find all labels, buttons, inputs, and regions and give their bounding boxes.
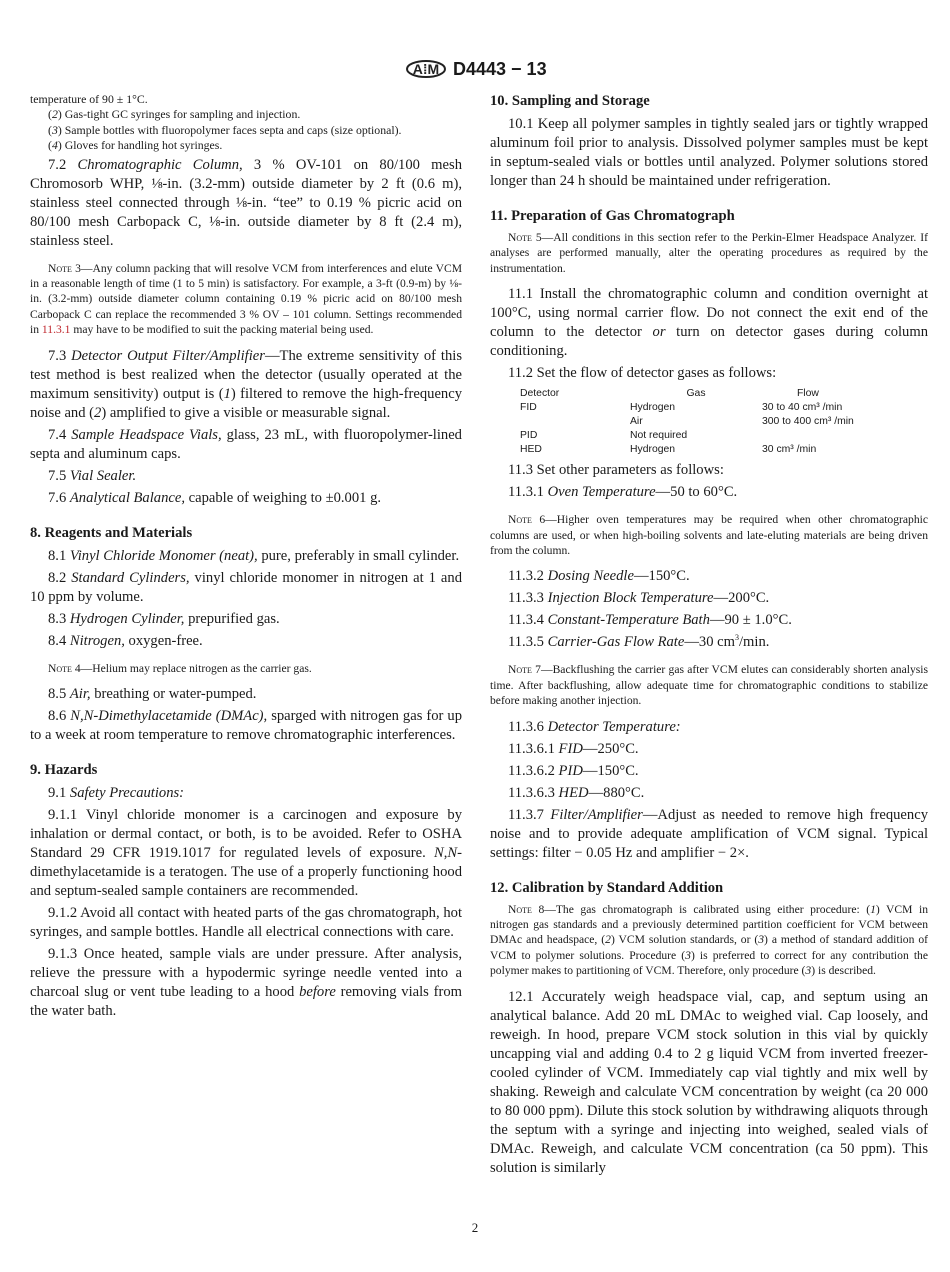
page-header xyxy=(405,55,547,83)
table-cell: 30 cm³ /min xyxy=(762,444,817,456)
text-run: 4—Helium may replace nitrogen as the carrier gas. xyxy=(71,661,312,675)
paragraph xyxy=(30,707,462,745)
text-run: 11.3.6.1 xyxy=(508,740,559,757)
italic-term: PID xyxy=(558,762,583,779)
paragraph xyxy=(30,806,462,901)
italic-term: Chromatographic Column, xyxy=(77,156,243,173)
paragraph xyxy=(30,156,462,251)
text-run: —880°C. xyxy=(588,784,645,801)
table-cell xyxy=(762,429,854,443)
paragraph xyxy=(490,784,928,803)
text-run: 8.6 xyxy=(48,708,71,725)
paragraph xyxy=(30,569,462,607)
text-run: 11.3.6.3 xyxy=(508,784,559,801)
table-row xyxy=(520,401,854,415)
text-run: -dimethylacetamide is a teratogen. The use of a properly functioning hood and septum-sealed sample containers are recommended. xyxy=(30,845,462,900)
text-run: —150°C. xyxy=(582,762,639,779)
italic-term: Detector Output Filter/Amplifier xyxy=(71,347,265,364)
text-run: 10.1 Keep all polymer samples in tightly sealed jars or tightly wrapped aluminum foil prior to analysis. Dissolved polymer samples must be kept in septum-sealed vials or bottles until analyzed. Polymer solutions stored longer than 24 h should be maintained under refrigeration. xyxy=(490,116,928,189)
text-run: ) VCM solution standards, or ( xyxy=(610,933,759,947)
text-run: 11.3.6.2 xyxy=(508,762,559,779)
text-run: ) a method of standard addition of VCM to polymer solutions. Procedure ( xyxy=(490,933,928,962)
text-run: 7.6 xyxy=(48,489,70,506)
table-row xyxy=(520,443,854,457)
note-label: Note xyxy=(48,261,72,275)
italic-term: Carrier-Gas Flow Rate xyxy=(547,634,685,651)
note-label: Note xyxy=(508,231,532,244)
italic-term: 3 xyxy=(805,964,812,978)
text-run: ( xyxy=(48,107,52,122)
text-run: 9. Hazards xyxy=(30,762,98,779)
text-run: 3 % OV-101 on 80/100 mesh Chromosorb WHP, ⅛-in. (3.2-mm) outside diameter by 2 ft (0.6 m), stainless steel connected through ⅛-in. “tee” to 0.19 % picric acid on 80/100 mesh Carbopack C, ⅛-in. outside diameter by 8 ft (2.4 m), stainless steel. xyxy=(30,156,462,249)
detector-gas-table xyxy=(520,387,854,457)
text-run: ) Sample bottles with fluoropolymer faces septa and caps (size optional). xyxy=(57,122,402,137)
text-run: glass, 23 mL, with fluoropolymer-lined septa and aluminum caps. xyxy=(30,426,462,462)
section-heading xyxy=(490,92,928,111)
astm-logo-icon xyxy=(405,55,447,83)
italic-term: Air, xyxy=(69,686,91,703)
text-run: 5—All conditions in this section refer to the Perkin-Elmer Headspace Analyzer. If analyses are performed manually, alter the operating procedures as required by the instrumentation. xyxy=(490,231,928,275)
italic-term: Vial Sealer. xyxy=(69,467,137,484)
italic-term: Standard Cylinders, xyxy=(71,569,190,586)
italic-term: 2 xyxy=(94,404,102,421)
italic-term: 2 xyxy=(51,107,58,122)
paragraph xyxy=(490,718,928,737)
paragraph xyxy=(490,806,928,863)
italic-term: Filter/Amplifier xyxy=(550,806,643,823)
text-run: ) Gloves for handling hot syringes. xyxy=(57,138,223,153)
italic-term: 3 xyxy=(51,122,58,137)
text-run: —150°C. xyxy=(633,568,690,585)
text-run: ) amplified to give a visible or measurable signal. xyxy=(101,404,391,421)
italic-term: 2 xyxy=(605,933,611,947)
italic-term: Vinyl Chloride Monomer (neat), xyxy=(69,547,258,564)
table-cell: 30 to 40 cm³ /min xyxy=(762,402,843,414)
italic-term: 3 xyxy=(758,933,765,947)
paragraph xyxy=(30,632,462,651)
paragraph xyxy=(490,611,928,630)
paragraph xyxy=(30,685,462,704)
text-run: —30 cm xyxy=(684,634,735,651)
section-heading xyxy=(490,207,928,226)
text-run: 11.3.4 xyxy=(508,612,548,629)
note-paragraph xyxy=(490,230,928,276)
superscript: 3 xyxy=(735,633,739,643)
text-run: , xyxy=(443,845,448,862)
paragraph xyxy=(490,483,928,502)
italic-term: Nitrogen, xyxy=(69,632,125,649)
table-header: Gas xyxy=(686,388,706,400)
text-run: —250°C. xyxy=(582,740,639,757)
text-run: 8.4 xyxy=(48,632,70,649)
text-run: turn on detector gases during column conditioning. xyxy=(490,324,928,360)
italic-term: Analytical Balance, xyxy=(69,489,185,506)
note-paragraph xyxy=(30,661,462,676)
paragraph xyxy=(30,123,462,138)
text-run: 7.2 xyxy=(48,156,78,173)
text-run: 11.3 Set other parameters as follows: xyxy=(508,462,724,479)
text-run: /min. xyxy=(739,634,770,651)
text-run: may have to be modified to suit the packing material being used. xyxy=(70,323,374,337)
text-run: 8—The gas chromatograph is calibrated using either procedure: ( xyxy=(531,902,871,916)
text-run: 8.3 xyxy=(48,610,70,627)
right-column xyxy=(490,92,928,1181)
document-id: D4443 − 13 xyxy=(453,58,547,79)
text-run: 9.1 xyxy=(48,785,70,802)
note-paragraph xyxy=(490,902,928,979)
italic-term: N xyxy=(447,845,458,862)
italic-term: FID xyxy=(558,740,583,757)
text-run: 12.1 Accurately weigh headspace vial, cap, and septum using an analytical balance. Add 20 mL DMAc to weighed vial. Cap loosely, and reweigh. In hood, prepare VCM stock solution in this vial by quickly uncapping vial and adding 0.4 to 2 g liquid VCM from inverted freezer-cooled cylinder of VCM. Immediately cap vial tightly and mix well by shaking. Reweigh and calculate VCM concentration by weight (ca 20 000 to 80 000 ppm). Dilute this stock solution by withdrawing aliquots through the septum with a syringe and injecting into weighed, sealed vials of DMAc. Reweigh, and calculate VCM concentration (ca 50 ppm). This solution is similarly xyxy=(490,988,928,1176)
text-run: sparged with nitrogen gas for up to a week at room temperature to remove chromatographic interferences. xyxy=(30,708,463,744)
text-run: 10. Sampling and Storage xyxy=(490,93,650,109)
italic-term: Detector Temperature: xyxy=(547,718,681,735)
svg-text:A⁞M: A⁞M xyxy=(412,61,440,77)
text-run: capable of weighing to ±0.001 g. xyxy=(184,489,382,506)
paragraph xyxy=(30,426,462,464)
table-cell: HED xyxy=(520,444,542,456)
italic-term: N xyxy=(434,845,444,862)
paragraph xyxy=(30,347,462,423)
paragraph xyxy=(490,988,928,1178)
text-run: 8. Reagents and Materials xyxy=(30,524,193,541)
section-heading xyxy=(30,524,462,543)
paragraph xyxy=(490,740,928,759)
paragraph xyxy=(30,92,462,107)
table-cell: 300 to 400 cm³ /min xyxy=(762,416,854,428)
text-run: 11.3.6 xyxy=(508,718,548,735)
text-run: 3—Any column packing that will resolve VCM from interferences and elute VCM in a reasonable length of time (1 to 5 min) is satisfactory. For example, a 3-ft (0.9-m) by ⅛-in. (3.2-mm) outside diameter column containing 0.19 % picric acid on 80/100 mesh Carbopack C can replace the recommended 3 % OV – 101 column. Settings recommended in xyxy=(30,261,462,337)
paragraph xyxy=(490,364,928,383)
paragraph xyxy=(490,461,928,480)
paragraph xyxy=(30,489,462,508)
italic-term: Dosing Needle xyxy=(547,568,634,585)
text-run: 11. Preparation of Gas Chromatograph xyxy=(490,208,735,224)
table-cell: FID xyxy=(520,402,537,414)
paragraph xyxy=(30,904,462,942)
text-run: 8.2 xyxy=(48,569,72,586)
paragraph xyxy=(30,467,462,486)
left-column xyxy=(30,92,462,1024)
paragraph xyxy=(30,547,462,566)
table-cell: Hydrogen xyxy=(630,444,676,456)
section-heading xyxy=(490,879,928,898)
text-run: pure, preferably in small cylinder. xyxy=(257,547,460,564)
text-run: prepurified gas. xyxy=(184,610,280,627)
italic-term: Injection Block Temperature xyxy=(547,590,714,607)
paragraph xyxy=(30,107,462,122)
note-label: Note xyxy=(48,661,72,675)
text-run: 9.1.2 Avoid all contact with heated parts of the gas chromatograph, hot syringes, and sample bottles. Handle all electrical connections with care. xyxy=(30,905,462,941)
text-run: temperature of 90 ± 1°C. xyxy=(30,92,148,106)
text-run: ) is described. xyxy=(811,964,876,978)
text-run: 7—Backflushing the carrier gas after VCM elutes can considerably shorten analysis time. After backflushing, allow adequate time for chromatographic conditions to stabilize before making another injection. xyxy=(490,663,928,708)
text-run: ) VCM in nitrogen gas standards and a previously determined partition coefficient for VCM between DMAc and headspace, ( xyxy=(490,902,929,947)
text-run: —The extreme sensitivity of this test method is best realized when the detector (usually operated at the maximum sensitivity) output is ( xyxy=(30,347,463,402)
note-label: Note xyxy=(508,902,532,916)
text-run: 8.5 xyxy=(48,686,70,703)
text-run: —200°C. xyxy=(713,590,770,607)
text-run: ) Gas-tight GC syringes for sampling and injection. xyxy=(57,107,301,122)
paragraph xyxy=(490,633,928,652)
italic-term: or xyxy=(652,324,666,341)
note-paragraph xyxy=(490,662,928,708)
text-run: 11.2 Set the flow of detector gases as follows: xyxy=(508,365,777,382)
paragraph xyxy=(490,762,928,781)
italic-term: N,N-Dimethylacetamide (DMAc), xyxy=(70,708,268,725)
text-run: removing vials from the water bath. xyxy=(30,984,462,1020)
text-run: 9.1.3 Once heated, sample vials are under pressure. After analysis, relieve the pressure with a hypodermic syringe needle vented into a charcoal slug or vent tube leading to a hood xyxy=(30,946,462,1001)
italic-term: Oven Temperature xyxy=(547,484,656,501)
italic-term: Hydrogen Cylinder, xyxy=(69,610,185,627)
paragraph xyxy=(490,589,928,608)
text-run: 7.5 xyxy=(48,467,70,484)
italic-term: Constant-Temperature Bath xyxy=(547,612,710,629)
paragraph xyxy=(30,945,462,1021)
text-run: 11.3.2 xyxy=(508,568,548,585)
italic-term: 1 xyxy=(870,902,876,916)
text-run: —50 to 60°C. xyxy=(655,484,738,501)
text-run: 6—Higher oven temperatures may be required when other chromatographic columns are used, or when high-boiling solvents and late-eluting materials are being driven from the column. xyxy=(490,513,928,558)
section-heading xyxy=(30,761,462,780)
table-cell: Not required xyxy=(630,430,688,442)
text-run: breathing or water-pumped. xyxy=(90,686,257,703)
text-run: 9.1.1 Vinyl chloride monomer is a carcinogen and exposure by inhalation or dermal contact, or both, is to be avoided. Refer to OSHA Standard 29 CFR 1919.1017 for regulated levels of exposure. xyxy=(30,807,462,862)
note-label: Note xyxy=(508,663,532,677)
text-run: 11.3.3 xyxy=(508,590,548,607)
table-cell: Hydrogen xyxy=(630,402,676,414)
table-header: Flow xyxy=(796,388,819,400)
table-row xyxy=(520,415,854,429)
italic-term: HED xyxy=(558,784,589,801)
section-link[interactable]: 11.3.1 xyxy=(41,323,71,337)
italic-term: 1 xyxy=(223,385,231,402)
text-run: 11.3.7 xyxy=(508,806,551,823)
text-run: 7.4 xyxy=(48,426,72,443)
text-run: 11.1 Install the chromatographic column and condition overnight at 100°C, using normal carrier flow. Do not connect the exit end of the column to the detector xyxy=(490,286,928,341)
text-run: —Adjust as needed to remove high frequency noise and to provide adequate amplification of VCM signal. Typical settings: filter − 0.05 Hz and amplifier − 2×. xyxy=(490,806,928,861)
text-run: oxygen-free. xyxy=(124,632,203,649)
paragraph xyxy=(490,115,928,191)
italic-term: Safety Precautions: xyxy=(69,785,185,802)
text-run: ) filtered to remove the high-frequency noise and ( xyxy=(30,385,462,421)
text-run: vinyl chloride monomer in nitrogen at 1 and 10 ppm by volume. xyxy=(30,569,462,605)
text-run: 7.3 xyxy=(48,347,72,364)
page-number: 2 xyxy=(471,1220,479,1235)
table-cell xyxy=(520,415,630,429)
text-run: —90 ± 1.0°C. xyxy=(709,612,792,629)
italic-term: Sample Headspace Vials, xyxy=(71,426,222,443)
text-run: ( xyxy=(48,138,52,153)
note-paragraph xyxy=(490,512,928,558)
paragraph xyxy=(490,567,928,586)
note-label: Note xyxy=(508,513,532,527)
text-run: 12. Calibration by Standard Addition xyxy=(490,879,724,896)
paragraph xyxy=(30,784,462,803)
table-cell: PID xyxy=(520,430,538,442)
text-run: ) is preferred to correct for any contribution the polymer makes to partitioning of VCM. Therefore, only procedure ( xyxy=(490,948,928,978)
italic-term: 3 xyxy=(685,948,691,962)
italic-term: 4 xyxy=(51,138,58,153)
italic-term: before xyxy=(299,984,336,1001)
paragraph xyxy=(490,285,928,361)
paragraph xyxy=(30,610,462,629)
table-row xyxy=(520,429,854,443)
table-header: Detector xyxy=(520,388,560,400)
table-cell: Air xyxy=(630,416,643,428)
text-run: 11.3.1 xyxy=(508,484,548,501)
paragraph xyxy=(30,138,462,153)
text-run: 11.3.5 xyxy=(508,634,548,651)
text-run: ( xyxy=(48,122,52,137)
note-paragraph xyxy=(30,261,462,338)
text-run: 8.1 xyxy=(48,547,70,564)
